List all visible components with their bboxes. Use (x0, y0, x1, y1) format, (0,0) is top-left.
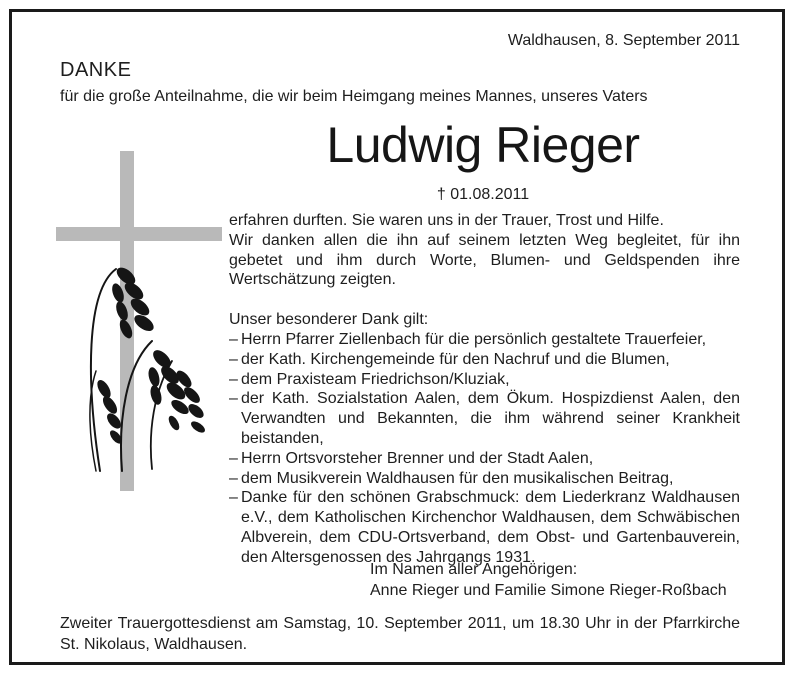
thanks-list (229, 330, 740, 568)
list-item: – dem Musikverein Waldhausen für den musikalischen Beitrag, (229, 469, 740, 489)
intro-text: für die große Anteilnahme, die wir beim Heimgang meines Mannes, unseres Vaters (60, 88, 648, 105)
list-item: – Herrn Pfarrer Ziellenbach für die persönlich gestaltete Trauerfeier, (229, 330, 740, 350)
thanks-heading: DANKE (60, 59, 132, 81)
paragraph-spacer (229, 290, 740, 310)
cross-with-wheat-icon (56, 151, 222, 491)
death-date: † 01.08.2011 (436, 186, 530, 203)
signoff-line-2: Anne Rieger und Familie Simone Rieger-Roßbach (370, 582, 727, 599)
deceased-name: Ludwig Rieger (326, 117, 640, 173)
signoff-line-1: Im Namen aller Angehörigen: (370, 561, 578, 578)
list-item: – Danke für den schönen Grabschmuck: dem Liederkranz Waldhausen e.V., dem Katholischen Kirchenchor Waldhausen, dem Schwäbischen Albverein, dem CDU-Ortsverband, dem Obst- und Gartenbauverein, den Altersgenossen des Jahrgangs 1931. (229, 488, 740, 567)
wheat-grains-icon (95, 264, 207, 445)
list-item: – dem Praxisteam Friedrichson/Kluziak, (229, 370, 740, 390)
body-paragraph-1: erfahren durften. Sie waren uns in der Trauer, Trost und Hilfe. (229, 212, 664, 229)
body-paragraph-2: Wir danken allen die ihn auf seinem letzten Weg begleitet, für ihn gebetet und ihm durch Worte, Blumen- und Geldspenden ihre Wertschätzung zeigten. (229, 231, 740, 289)
list-item: – der Kath. Sozialstation Aalen, dem Ökum. Hospizdienst Aalen, den Verwandten und Bekannten, die ihm während seiner Krankheit beistanden, (229, 389, 740, 448)
signoff (370, 559, 727, 601)
thanks-list-heading: Unser besonderer Dank gilt: (229, 311, 429, 329)
list-item: – Herrn Ortsvorsteher Brenner und der Stadt Aalen, (229, 449, 740, 469)
list-item: – der Kath. Kirchengemeinde für den Nachruf und die Blumen, (229, 350, 740, 370)
message-body (229, 211, 740, 568)
date-line: Waldhausen, 8. September 2011 (507, 32, 740, 49)
service-notice: Zweiter Trauergottesdienst am Samstag, 10. September 2011, um 18.30 Uhr in der Pfarrkirche St. Nikolaus, Waldhausen. (60, 615, 740, 653)
cross-horizontal-beam (56, 227, 222, 241)
